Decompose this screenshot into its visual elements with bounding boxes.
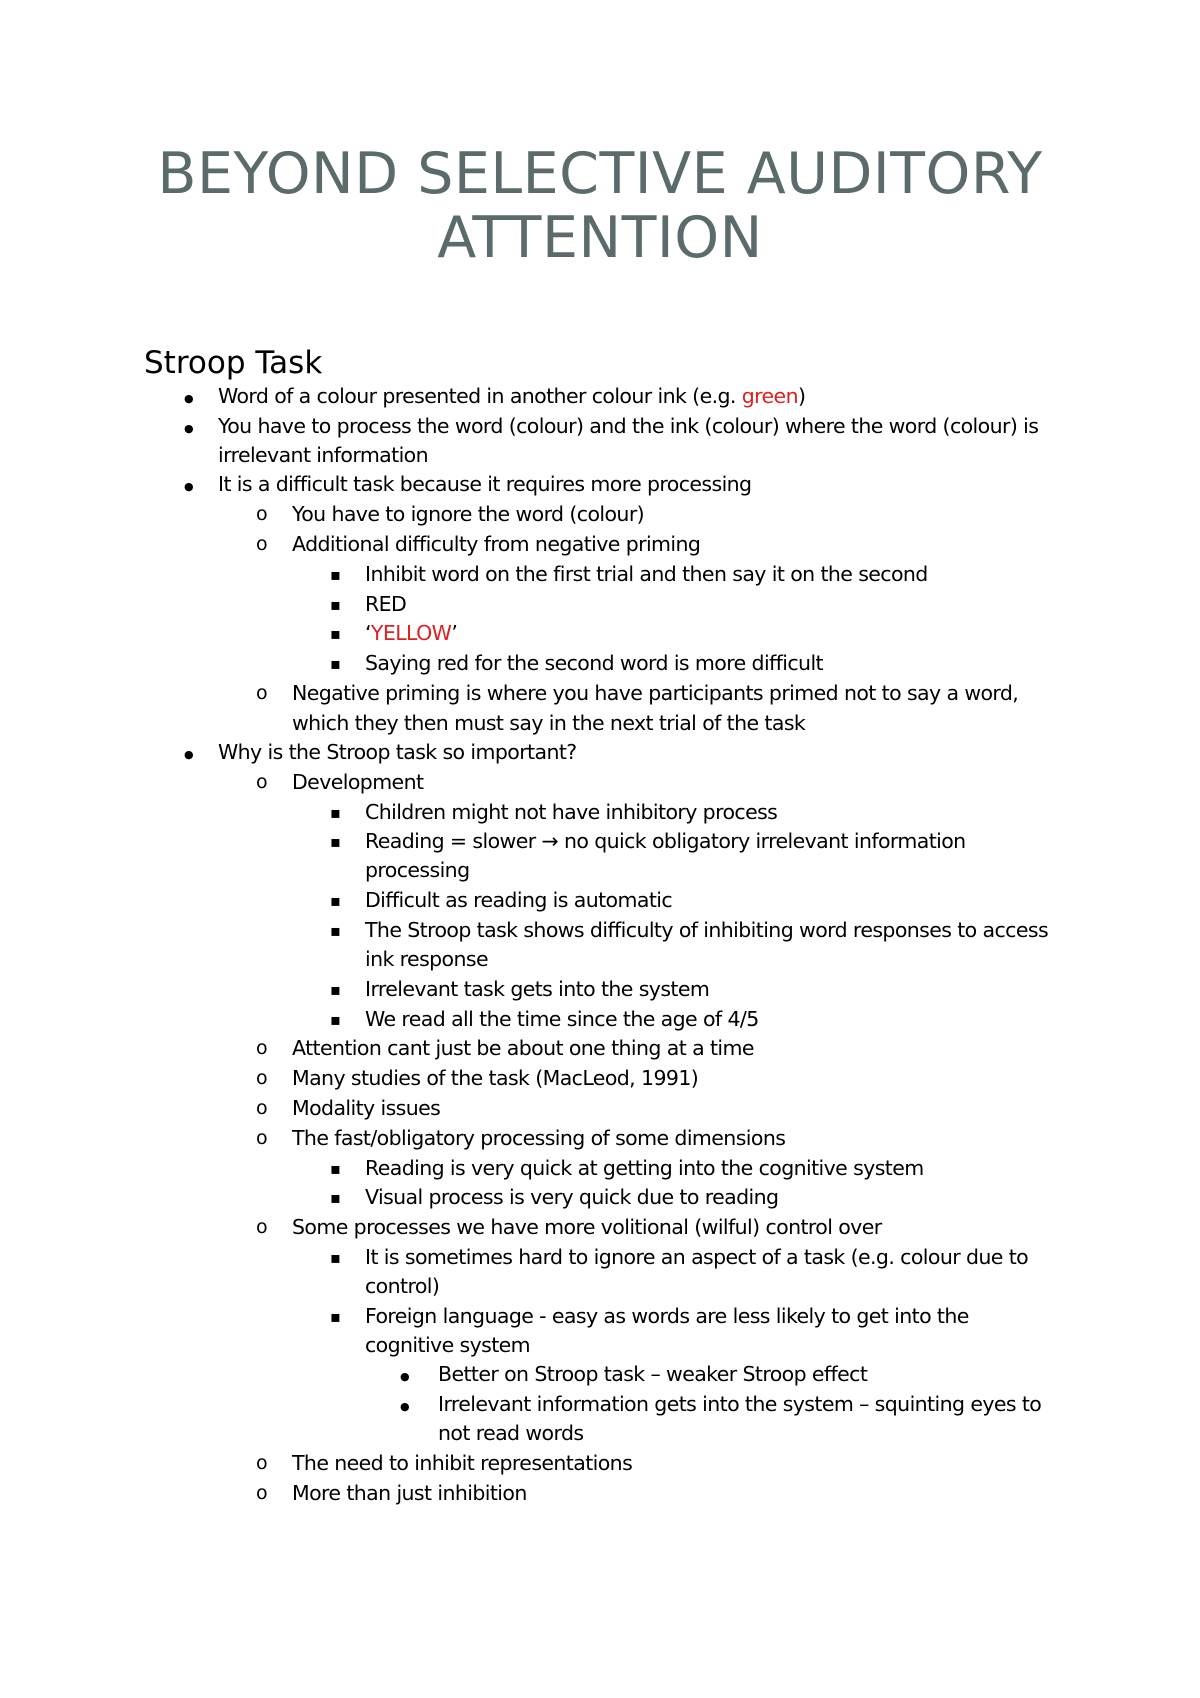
bullet-marker <box>330 560 341 589</box>
list-item: Why is the Stroop task so important? <box>218 740 577 764</box>
bullet-marker <box>330 1243 341 1272</box>
list-item: Attention cant just be about one thing at a time <box>292 1036 754 1060</box>
list-item-continuation: cognitive system <box>365 1333 531 1357</box>
list-item: You have to ignore the word (colour) <box>292 502 645 526</box>
quote-open: ‘ <box>365 621 371 645</box>
list-item: Reading = slower → no quick obligatory irrelevant information <box>365 829 966 853</box>
list-item: More than just inhibition <box>292 1481 527 1505</box>
list-item: Negative priming is where you have participants primed not to say a word, <box>292 681 1019 705</box>
bullet-marker <box>330 827 341 856</box>
list-item <box>218 382 805 411</box>
list-item <box>365 619 457 648</box>
list-item: Better on Stroop task – weaker Stroop effect <box>438 1362 868 1386</box>
list-item: Foreign language - easy as words are less likely to get into the <box>365 1304 969 1328</box>
bullet-marker <box>256 1213 268 1242</box>
bullet-marker <box>256 768 268 797</box>
list-item: It is sometimes hard to ignore an aspect of a task (e.g. colour due to <box>365 1245 1029 1269</box>
list-item-continuation: ink response <box>365 947 488 971</box>
list-item-continuation: irrelevant information <box>218 443 429 467</box>
bullet-marker <box>330 619 341 648</box>
list-item: We read all the time since the age of 4/5 <box>365 1007 759 1031</box>
bullet-marker <box>330 1302 341 1331</box>
list-item: Saying red for the second word is more difficult <box>365 651 823 675</box>
bullet-marker <box>330 798 341 827</box>
bullet-marker <box>400 1390 410 1421</box>
list-item-continuation: processing <box>365 858 470 882</box>
bullet-marker <box>330 975 341 1004</box>
list-item: Many studies of the task (MacLeod, 1991) <box>292 1066 699 1090</box>
bullet-marker <box>330 1183 341 1212</box>
bullet-marker <box>256 679 268 708</box>
bullet-marker <box>256 1479 268 1508</box>
bullet-marker <box>330 649 341 678</box>
bullet-marker <box>184 412 194 443</box>
list-item-continuation: control) <box>365 1274 440 1298</box>
bullet-marker <box>256 1094 268 1123</box>
page-title-line-2: ATTENTION <box>437 205 763 271</box>
bullet-marker <box>400 1360 410 1391</box>
list-item: Reading is very quick at getting into the cognitive system <box>365 1156 924 1180</box>
bullet-marker <box>256 1449 268 1478</box>
bullet-marker <box>330 916 341 945</box>
bullet-marker <box>184 470 194 501</box>
highlighted-word-yellow: YELLOW <box>370 621 452 645</box>
bullet-marker <box>256 530 268 559</box>
bullet-marker <box>256 500 268 529</box>
list-item: Modality issues <box>292 1096 441 1120</box>
highlighted-word-green: green <box>741 384 798 408</box>
text-segment: Word of a colour presented in another colour ink (e.g. <box>218 384 742 408</box>
list-item: Visual process is very quick due to reading <box>365 1185 779 1209</box>
list-item-continuation: not read words <box>438 1421 584 1445</box>
list-item: Irrelevant task gets into the system <box>365 977 710 1001</box>
list-item: Children might not have inhibitory process <box>365 800 778 824</box>
bullet-marker <box>184 382 194 413</box>
list-item: Inhibit word on the first trial and then say it on the second <box>365 562 928 586</box>
list-item: You have to process the word (colour) and the ink (colour) where the word (colour) is <box>218 414 1039 438</box>
bullet-marker <box>256 1124 268 1153</box>
bullet-marker <box>256 1064 268 1093</box>
text-segment: ) <box>797 384 806 408</box>
bullet-marker <box>330 886 341 915</box>
list-item: The Stroop task shows difficulty of inhibiting word responses to access <box>365 918 1049 942</box>
bullet-marker <box>330 1005 341 1034</box>
bullet-marker <box>330 590 341 619</box>
list-item: RED <box>365 592 407 616</box>
list-item: The fast/obligatory processing of some dimensions <box>292 1126 786 1150</box>
page-title-line-1: BEYOND SELECTIVE AUDITORY <box>157 141 1043 207</box>
list-item: The need to inhibit representations <box>292 1451 633 1475</box>
list-item: Development <box>292 770 424 794</box>
quote-close: ’ <box>451 621 458 645</box>
list-item: Difficult as reading is automatic <box>365 888 673 912</box>
list-item: Irrelevant information gets into the system – squinting eyes to <box>438 1392 1042 1416</box>
list-item: Some processes we have more volitional (wilful) control over <box>292 1215 882 1239</box>
list-item: Additional difficulty from negative priming <box>292 532 701 556</box>
bullet-marker <box>184 738 194 769</box>
list-item: It is a difficult task because it requires more processing <box>218 472 752 496</box>
bullet-marker <box>256 1034 268 1063</box>
section-heading: Stroop Task <box>144 345 323 381</box>
bullet-marker <box>330 1154 341 1183</box>
list-item-continuation: which they then must say in the next trial of the task <box>292 711 806 735</box>
page-title <box>100 142 1100 270</box>
